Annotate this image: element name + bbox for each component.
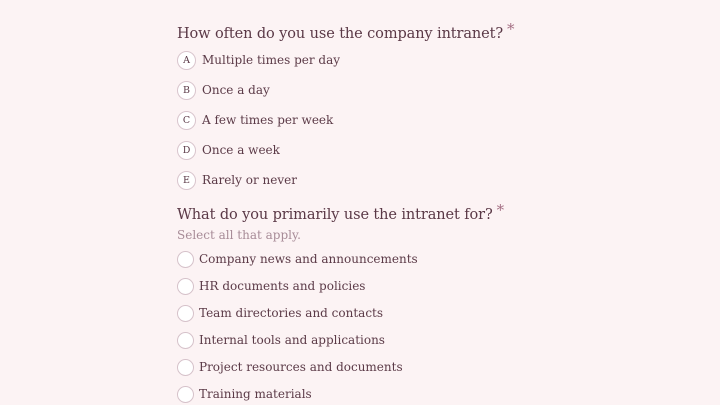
choice-label: Multiple times per day: [202, 53, 341, 67]
checkbox-option[interactable]: [177, 249, 418, 269]
question-title: [177, 20, 515, 42]
checkbox-circle[interactable]: [177, 386, 194, 403]
checkbox-circle[interactable]: [177, 278, 194, 295]
checkbox-option[interactable]: [177, 330, 385, 350]
choice-option-c[interactable]: [177, 110, 333, 130]
checkbox-circle[interactable]: [177, 359, 194, 376]
checkbox-option[interactable]: [177, 357, 403, 377]
choice-key: C: [177, 111, 196, 130]
checkbox-label: Training materials: [199, 387, 312, 401]
choice-label: Rarely or never: [202, 173, 297, 187]
checkbox-circle[interactable]: [177, 305, 194, 322]
choice-option-a[interactable]: [177, 50, 340, 70]
checkbox-option[interactable]: [177, 303, 383, 323]
checkbox-option[interactable]: [177, 384, 312, 404]
checkbox-label: Internal tools and applications: [199, 333, 385, 347]
required-asterisk: *: [507, 20, 515, 38]
question-title-text: How often do you use the company intranet?: [177, 26, 504, 42]
checkbox-circle[interactable]: [177, 332, 194, 349]
checkbox-option[interactable]: [177, 276, 365, 296]
choice-label: A few times per week: [202, 113, 334, 127]
question-title: [177, 201, 505, 223]
choice-option-d[interactable]: [177, 140, 280, 160]
choice-option-e[interactable]: [177, 170, 297, 190]
choice-option-b[interactable]: [177, 80, 270, 100]
checkbox-label: HR documents and policies: [199, 279, 366, 293]
question-hint: Select all that apply.: [177, 228, 301, 242]
choice-key: D: [177, 141, 196, 160]
checkbox-label: Team directories and contacts: [199, 306, 384, 320]
choice-key: A: [177, 51, 196, 70]
choice-key: B: [177, 81, 196, 100]
choice-label: Once a week: [202, 143, 280, 157]
checkbox-circle[interactable]: [177, 251, 194, 268]
checkbox-label: Company news and announcements: [199, 252, 418, 266]
checkbox-label: Project resources and documents: [199, 360, 403, 374]
required-asterisk: *: [496, 201, 505, 219]
choice-key: E: [177, 171, 196, 190]
question-title-text: What do you primarily use the intranet for?: [177, 207, 493, 223]
choice-label: Once a day: [202, 83, 270, 97]
